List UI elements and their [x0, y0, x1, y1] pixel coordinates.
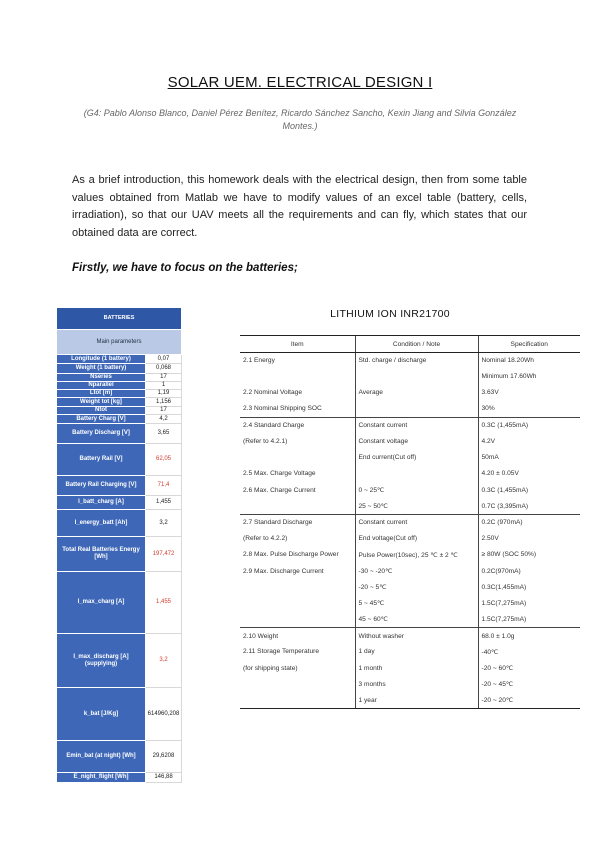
battery-param-label: Battery Rail [V]	[57, 444, 146, 476]
spec-cell-specification: -20 ~ 60℃	[478, 660, 580, 676]
battery-param-value: 0,07	[146, 355, 182, 364]
battery-param-value: 3,2	[146, 510, 182, 537]
spec-cell-specification: 0.3C (1,455mA)	[478, 482, 580, 498]
spec-cell-specification: -20 ~ 45℃	[478, 676, 580, 692]
battery-param-row	[57, 510, 182, 537]
spec-row	[240, 385, 580, 401]
battery-param-value: 71,4	[146, 476, 182, 496]
battery-param-value: 17	[146, 374, 182, 382]
spec-cell-item: 2.1 Energy	[243, 357, 275, 365]
col-header-specification: Specification	[478, 336, 580, 353]
spec-cell-item	[240, 579, 355, 595]
spec-row	[240, 353, 580, 369]
spec-row	[240, 660, 580, 676]
spec-cell-item	[240, 692, 355, 708]
battery-param-label: I_max_discharg [A] (supplying)	[57, 634, 146, 688]
spec-row	[240, 595, 580, 611]
spec-cell-condition: Constant voltage	[355, 433, 478, 449]
battery-param-row	[57, 773, 182, 783]
spec-cell-condition: End voltage(Cut off)	[355, 531, 478, 547]
spec-row	[240, 579, 580, 595]
batteries-table	[56, 307, 182, 783]
spec-cell-specification: Nominal 18.20Wh	[478, 353, 580, 369]
spec-cell-item: 2.7 Standard Discharge	[243, 519, 313, 527]
batteries-subheader: Main parameters	[57, 330, 182, 355]
spec-row	[240, 514, 580, 530]
spec-cell-item: 2.3 Nominal Shipping SOC	[240, 401, 355, 417]
battery-param-label: k_bat [J/Kg]	[57, 688, 146, 741]
spec-cell-condition: 3 months	[355, 676, 478, 692]
spec-cell-item: 2.5 Max. Charge Voltage	[243, 470, 316, 478]
spec-cell-specification: 0.7C (3,395mA)	[478, 498, 580, 514]
batteries-header: BATTERIES	[57, 308, 182, 330]
battery-param-row	[57, 572, 182, 634]
battery-param-value: 3,2	[146, 634, 182, 688]
battery-param-row	[57, 424, 182, 444]
spec-row	[240, 644, 580, 660]
spec-cell-specification: 0.2C(970mA)	[478, 563, 580, 579]
intro-paragraph: As a brief introduction, this homework deals with the electrical design, then from some table values obtained from Matlab we have to modify values of an excel table (battery, cells, irradiation), so that our UAV meets all the requirements and can fly, which states that our obtained data are correct.	[72, 174, 527, 239]
spec-cell-condition: 1 day	[355, 644, 478, 660]
section-subheading: Firstly, we have to focus on the batteries;	[72, 262, 298, 274]
spec-cell-specification: 0.3C(1,455mA)	[478, 579, 580, 595]
battery-param-row	[57, 537, 182, 572]
spec-row	[240, 531, 580, 547]
battery-param-value: 1,156	[146, 398, 182, 407]
spec-row	[240, 450, 580, 466]
spec-row	[240, 401, 580, 417]
battery-param-label: I_energy_batt [Ah]	[57, 510, 146, 537]
spec-cell-specification: -40℃	[478, 644, 580, 660]
col-header-condition: Condition / Note	[355, 336, 478, 353]
spec-cell-condition: Std. charge / discharge	[355, 353, 478, 369]
spec-row	[240, 417, 580, 433]
battery-param-value: 62,05	[146, 444, 182, 476]
spec-row	[240, 466, 580, 482]
spec-cell-item: 2.4 Standard Charge	[243, 422, 305, 430]
spec-cell-condition: 25 ~ 50℃	[355, 498, 478, 514]
battery-param-value: 1,19	[146, 390, 182, 398]
battery-param-row	[57, 476, 182, 496]
spec-row	[240, 433, 580, 449]
battery-param-label: I_max_charg [A]	[57, 572, 146, 634]
battery-param-row	[57, 398, 182, 407]
battery-param-row	[57, 407, 182, 415]
spec-cell-condition	[355, 401, 478, 417]
spec-cell-specification: 0.2C (970mA)	[478, 514, 580, 530]
spec-cell-item: 2.9 Max. Discharge Current	[243, 567, 324, 575]
battery-param-row	[57, 444, 182, 476]
battery-param-value: 1	[146, 382, 182, 390]
battery-param-label: I_batt_charg [A]	[57, 496, 146, 510]
spec-cell-item: (Refer to 4.2.2)	[243, 535, 288, 543]
battery-param-value: 1,455	[146, 572, 182, 634]
battery-param-label: Weight (1 battery)	[57, 364, 146, 374]
battery-param-value: 17	[146, 407, 182, 415]
document-title: SOLAR UEM. ELECTRICAL DESIGN I	[167, 74, 433, 91]
spec-cell-item: 2.10 Weight	[243, 632, 279, 640]
spec-cell-specification: 4.20 ± 0.05V	[478, 466, 580, 482]
spec-cell-condition: Constant current	[355, 417, 478, 433]
battery-param-label: Emin_bat (at night) [Wh]	[57, 741, 146, 773]
battery-param-row	[57, 382, 182, 390]
lithium-table-title: LITHIUM ION INR21700	[330, 308, 450, 320]
battery-param-row	[57, 364, 182, 374]
spec-row	[240, 482, 580, 498]
spec-cell-item	[240, 676, 355, 692]
battery-param-label: Nseries	[57, 374, 146, 382]
battery-param-label: Ntot	[57, 407, 146, 415]
spec-cell-specification: 50mA	[478, 450, 580, 466]
battery-param-value: 29,6208	[146, 741, 182, 773]
battery-param-row	[57, 390, 182, 398]
battery-param-label: Battery Discharg [V]	[57, 424, 146, 444]
battery-param-label: Weight tot [kg]	[57, 398, 146, 407]
spec-row	[240, 369, 580, 385]
spec-cell-item: 2.2 Nominal Voltage	[243, 389, 303, 397]
spec-row	[240, 628, 580, 644]
spec-cell-item	[240, 595, 355, 611]
spec-cell-condition: 0 ~ 25℃	[355, 482, 478, 498]
spec-row	[240, 563, 580, 579]
battery-param-row	[57, 741, 182, 773]
spec-cell-condition: Constant current	[355, 514, 478, 530]
battery-param-value: 197,472	[146, 537, 182, 572]
spec-cell-condition: Average	[355, 385, 478, 401]
spec-cell-specification: -20 ~ 20℃	[478, 692, 580, 708]
spec-cell-item	[240, 450, 355, 466]
spec-cell-specification: 3.63V	[478, 385, 580, 401]
battery-param-value: 1,455	[146, 496, 182, 510]
spec-cell-specification: 1.5C(7,275mA)	[478, 612, 580, 628]
spec-row	[240, 612, 580, 628]
spec-row	[240, 498, 580, 514]
spec-cell-item	[240, 369, 355, 385]
spec-cell-condition: 1 month	[355, 660, 478, 676]
battery-param-row	[57, 634, 182, 688]
spec-cell-specification: 1.5C(7,275mA)	[478, 595, 580, 611]
battery-param-label: E_night_flight [Wh]	[57, 773, 146, 783]
spec-cell-item: (Refer to 4.2.1)	[243, 438, 288, 446]
spec-cell-condition	[355, 369, 478, 385]
spec-cell-specification: 4.2V	[478, 433, 580, 449]
battery-param-value: 614960,208	[146, 688, 182, 741]
col-header-item: Item	[240, 336, 355, 353]
battery-param-row	[57, 688, 182, 741]
battery-param-value: 4,2	[146, 415, 182, 424]
battery-param-label: Battery Rail Charging [V]	[57, 476, 146, 496]
spec-cell-item: 2.8 Max. Pulse Discharge Power	[243, 551, 339, 559]
spec-cell-condition	[355, 466, 478, 482]
spec-cell-item: 2.6 Max. Charge Current	[243, 486, 316, 494]
authors-line: (G4: Pablo Alonso Blanco, Daniel Pérez Benítez, Ricardo Sánchez Sancho, Kexin Jiang and Silvia González Montes.)	[83, 108, 517, 131]
battery-param-row	[57, 374, 182, 382]
spec-cell-condition: End current(Cut off)	[355, 450, 478, 466]
spec-row	[240, 692, 580, 708]
spec-cell-condition: 1 year	[355, 692, 478, 708]
battery-param-label: Battery Charg [V]	[57, 415, 146, 424]
spec-cell-condition: -30 ~ -20℃	[355, 563, 478, 579]
spec-cell-condition: -20 ~ 5℃	[355, 579, 478, 595]
spec-cell-item: (for shipping state)	[243, 664, 298, 672]
spec-cell-specification: 30%	[478, 401, 580, 417]
battery-param-value: 146,88	[146, 773, 182, 783]
spec-cell-specification: 2.50V	[478, 531, 580, 547]
battery-param-row	[57, 415, 182, 424]
battery-param-value: 3,65	[146, 424, 182, 444]
spec-row	[240, 676, 580, 692]
spec-cell-specification: Minimum 17.60Wh	[478, 369, 580, 385]
spec-cell-item: 2.11 Storage Temperature	[243, 648, 319, 656]
spec-cell-specification: 68.0 ± 1.0g	[478, 628, 580, 644]
spec-cell-condition: Without washer	[355, 628, 478, 644]
spec-cell-item	[240, 498, 355, 514]
spec-cell-specification: 0.3C (1,455mA)	[478, 417, 580, 433]
battery-param-label: Total Real Batteries Energy [Wh]	[57, 537, 146, 572]
spec-cell-condition: 45 ~ 60℃	[355, 612, 478, 628]
battery-param-row	[57, 496, 182, 510]
battery-param-label: Longitude (1 battery)	[57, 355, 146, 364]
battery-param-row	[57, 355, 182, 364]
battery-param-label: Nparallel	[57, 382, 146, 390]
battery-param-label: Ltot [m]	[57, 390, 146, 398]
spec-row	[240, 547, 580, 563]
spec-cell-condition: 5 ~ 45℃	[355, 595, 478, 611]
spec-cell-specification: ≥ 80W (SOC 50%)	[478, 547, 580, 563]
battery-param-value: 0,068	[146, 364, 182, 374]
spec-cell-item	[240, 612, 355, 628]
lithium-spec-table	[240, 335, 580, 709]
spec-cell-condition: Pulse Power(10sec), 25 ℃ ± 2 ℃	[355, 547, 478, 563]
